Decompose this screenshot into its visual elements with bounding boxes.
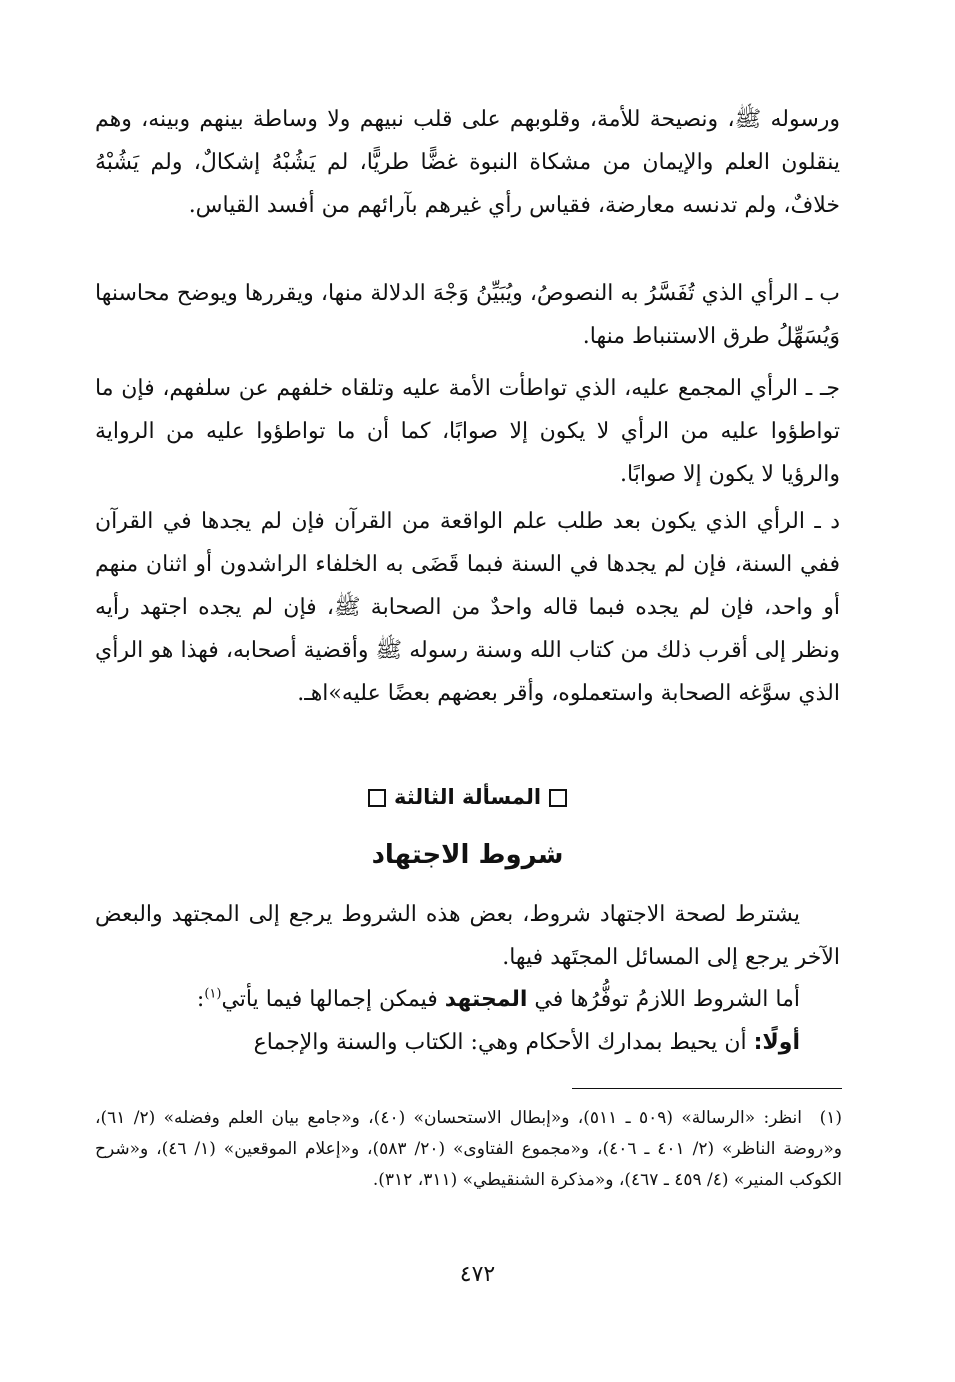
section-label-text: المسألة الثالثة: [393, 785, 542, 809]
first-condition-text: أن يحيط بمدارك الأحكام وهي: الكتاب والسنة والإجماع: [253, 1030, 747, 1055]
paragraph-intro: [95, 893, 840, 979]
page-number: ٤٧٢: [459, 1262, 496, 1287]
paragraph-first-condition: [95, 1021, 840, 1064]
section-title: شروط الاجتهاد: [371, 840, 564, 870]
paragraph-first-condition-text: [95, 1021, 840, 1064]
footnote-ref[interactable]: (١): [204, 986, 222, 1002]
conditions-colon: :: [196, 987, 205, 1012]
conditions-text-start: أما الشروط اللازمُ توفُّرُها في: [534, 987, 800, 1012]
paragraph-intro-text: يشترط لصحة الاجتهاد شروط، بعض هذه الشروط يرجع إلى المجتهد والبعض الآخر يرجع إلى المسائل المجتَهد فيها.: [95, 902, 840, 970]
square-bullet-icon: [368, 789, 386, 807]
footnote-number: (١): [819, 1108, 842, 1128]
footnote-text: انظر: «الرسالة» (٥٠٩ ـ ٥١١)، و«إبطال الاستحسان» (٤٠)، و«جامع بيان العلم وفضله» (٢/ ٦١)، و«روضة الناظر» (٢/ ٤٠١ ـ ٤٠٦)، و«مجموع الفتاوى» (٢٠/ ٥٨٣)، و«إعلام الموقعين» (١/ ٤٦)، و«شرح الكوكب المنير» (٤/ ٤٥٩ ـ ٤٦٧)، و«مذكرة الشنقيطي» (٣١١، ٣١٢).: [95, 1108, 842, 1190]
mujtahid-term: المجتهد: [444, 987, 528, 1012]
paragraph-continuation: [95, 98, 840, 227]
paragraph-continuation-text: ورسوله ﷺ، ونصيحة للأمة، وقلوبهم على قلب نبيهم ولا وساطة بينهم وبينه، وهم ينقلون العلم والإيمان من مشكاة النبوة غضًّا طريًّا، لم يَشُبْهُ إشكالٌ، ولم يَشُبْهُ خلافٌ، ولم تدنسه معارضة، فقياس رأي غيرهم بآرائهم من أفسد القياس.: [95, 107, 840, 218]
first-label: أولًا:: [753, 1030, 800, 1055]
paragraph-d-text: د ـ الرأي الذي يكون بعد طلب علم الواقعة من القرآن فإن لم يجدها في القرآن ففي السنة، فإن لم يجدها في السنة فبما قَضَى به الخلفاء الراشدون أو اثنان منهم أو واحد، فإن لم يجده فبما قاله واحدٌ من الصحابة ﷺ، فإن لم يجده اجتهد رأيه ونظر إلى أقرب ذلك من كتاب الله وسنة رسوله ﷺ وأقضية أصحابه، فهذا هو الرأي الذي سوَّغه الصحابة واستعملوه، وأقر بعضهم بعضًا عليه»اهـ.: [95, 509, 840, 706]
section-label: [95, 785, 840, 809]
footnote: [95, 1103, 842, 1196]
footnote-divider: [572, 1088, 842, 1089]
paragraph-d: [95, 500, 840, 715]
paragraph-c-text: جـ ـ الرأي المجمع عليه، الذي تواطأت الأمة عليه وتلقاه خلفهم عن سلفهم، فإن ما تواطؤوا عليه من الرأي لا يكون إلا صوابًا، كما أن ما تواطؤوا عليه من الرواية والرؤيا لا يكون إلا صوابًا.: [95, 376, 840, 487]
paragraph-conditions-text: [95, 978, 840, 1021]
paragraph-b: [95, 272, 840, 358]
conditions-text-end: فيمكن إجمالها فيما يأتي: [221, 987, 438, 1012]
square-bullet-icon: [549, 789, 567, 807]
paragraph-conditions: [95, 978, 840, 1021]
paragraph-b-text: ب ـ الرأي الذي تُفَسَّرُ به النصوصُ، ويُبَيِّنُ وَجْهَ الدلالة منها، ويقررها ويوضح محاسنها وَيُسَهِّلُ طرق الاستنباط منها.: [95, 281, 840, 349]
paragraph-c: [95, 367, 840, 496]
